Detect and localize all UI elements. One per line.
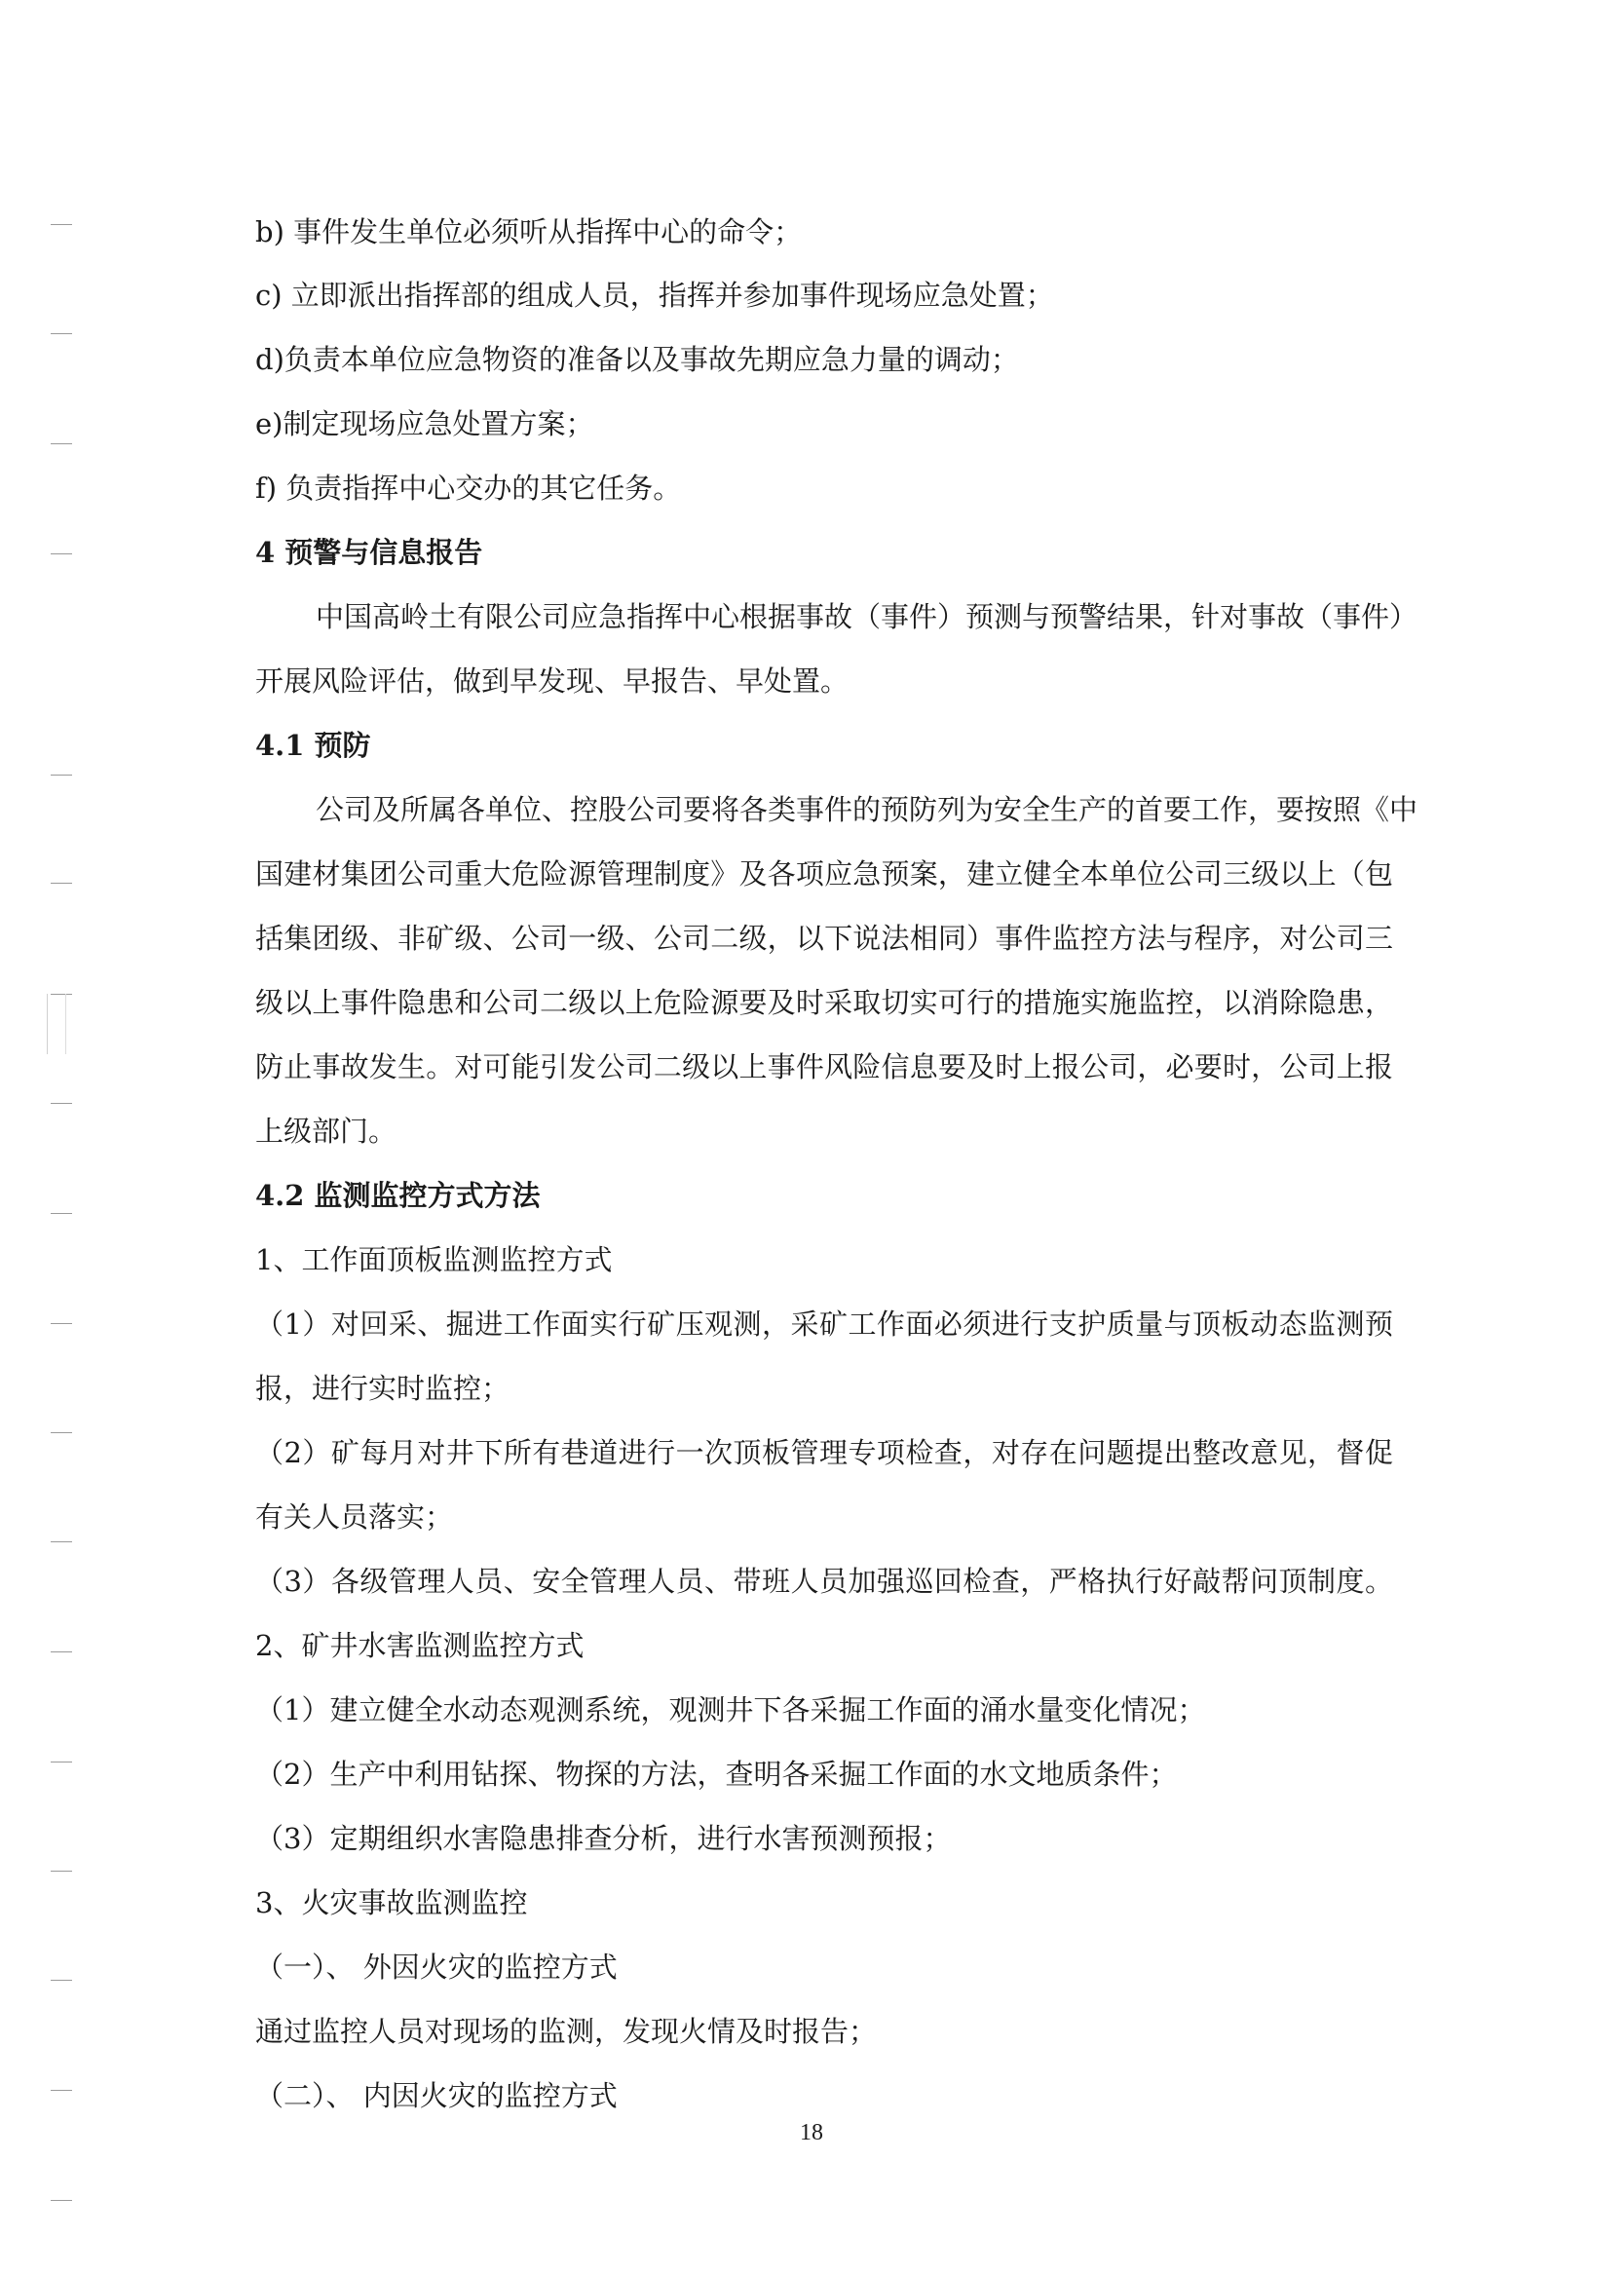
item-heading: 1、工作面顶板监测监控方式 (255, 1243, 613, 1276)
paragraph-line: （2）生产中利用钻探、物探的方法，查明各采掘工作面的水文地质条件； (255, 1758, 1178, 1791)
paragraph-line: 中国高岭土有限公司应急指挥中心根据事故（事件）预测与预警结果，针对事故（事件） (316, 600, 1418, 633)
item-heading: 2、矿井水害监测监控方式 (255, 1629, 585, 1662)
list-item-b: b) 事件发生单位必须听从指挥中心的命令； (255, 215, 803, 248)
margin-mark (51, 553, 72, 554)
paragraph-line: （3）定期组织水害隐患排查分析，进行水害预测预报； (255, 1822, 952, 1855)
page-number: 18 (800, 2120, 823, 2145)
margin-mark (51, 333, 72, 334)
list-item-e: e)制定现场应急处置方案； (255, 407, 594, 440)
subsection-heading: 4.1 预防 (255, 729, 371, 762)
margin-mark (51, 775, 72, 776)
paragraph-line: 防止事故发生。对可能引发公司二级以上事件风险信息要及时上报公司，必要时，公司上报 (255, 1050, 1393, 1083)
paragraph-line: 有关人员落实； (255, 1500, 454, 1534)
margin-mark (51, 1323, 72, 1324)
margin-mark (51, 2090, 72, 2091)
margin-mark (51, 883, 72, 884)
item-heading: 3、火灾事故监测监控 (255, 1886, 528, 1919)
margin-mark (51, 443, 72, 444)
list-item-c: c) 立即派出指挥部的组成人员，指挥并参加事件现场应急处置； (255, 279, 1054, 312)
paragraph-line: （1）对回采、掘进工作面实行矿压观测，采矿工作面必须进行支护质量与顶板动态监测预 (255, 1308, 1393, 1341)
margin-mark (51, 224, 72, 225)
margin-mark (51, 1103, 72, 1104)
paragraph-line: 上级部门。 (255, 1115, 397, 1148)
margin-mark (51, 1651, 72, 1652)
section-heading: 4 预警与信息报告 (255, 536, 483, 569)
sub-item-heading: （一）、 外因火灾的监控方式 (255, 1951, 618, 1984)
margin-mark (51, 1980, 72, 1981)
paragraph-line: （3）各级管理人员、安全管理人员、带班人员加强巡回检查，严格执行好敲帮问顶制度。 (255, 1565, 1393, 1598)
margin-mark (51, 1213, 72, 1214)
paragraph-line: （2）矿每月对井下所有巷道进行一次顶板管理专项检查，对存在问题提出整改意见，督促 (255, 1436, 1393, 1469)
list-item-d: d)负责本单位应急物资的准备以及事故先期应急力量的调动； (255, 343, 1019, 376)
scan-smudge (47, 994, 66, 1054)
margin-mark (51, 1432, 72, 1433)
paragraph-line: 括集团级、非矿级、公司一级、公司二级，以下说法相同）事件监控方法与程序，对公司三 (255, 922, 1393, 955)
margin-mark (51, 1541, 72, 1542)
paragraph-line: 级以上事件隐患和公司二级以上危险源要及时采取切实可行的措施实施监控，以消除隐患， (255, 986, 1393, 1019)
paragraph-line: 报，进行实时监控； (255, 1372, 510, 1405)
paragraph-line: 通过监控人员对现场的监测，发现火情及时报告； (255, 2015, 878, 2048)
margin-mark (51, 1871, 72, 1872)
paragraph-line: 公司及所属各单位、控股公司要将各类事件的预防列为安全生产的首要工作，要按照《中 (316, 793, 1418, 826)
paragraph-line: （1）建立健全水动态观测系统，观测井下各采掘工作面的涌水量变化情况； (255, 1693, 1206, 1726)
sub-item-heading: （二）、 内因火灾的监控方式 (255, 2079, 618, 2112)
list-item-f: f) 负责指挥中心交办的其它任务。 (255, 472, 682, 505)
paragraph-line: 开展风险评估，做到早发现、早报告、早处置。 (255, 664, 850, 698)
subsection-heading: 4.2 监测监控方式方法 (255, 1179, 541, 1212)
margin-mark (51, 2200, 72, 2201)
paragraph-line: 国建材集团公司重大危险源管理制度》及各项应急预案，建立健全本单位公司三级以上（包 (255, 857, 1393, 891)
